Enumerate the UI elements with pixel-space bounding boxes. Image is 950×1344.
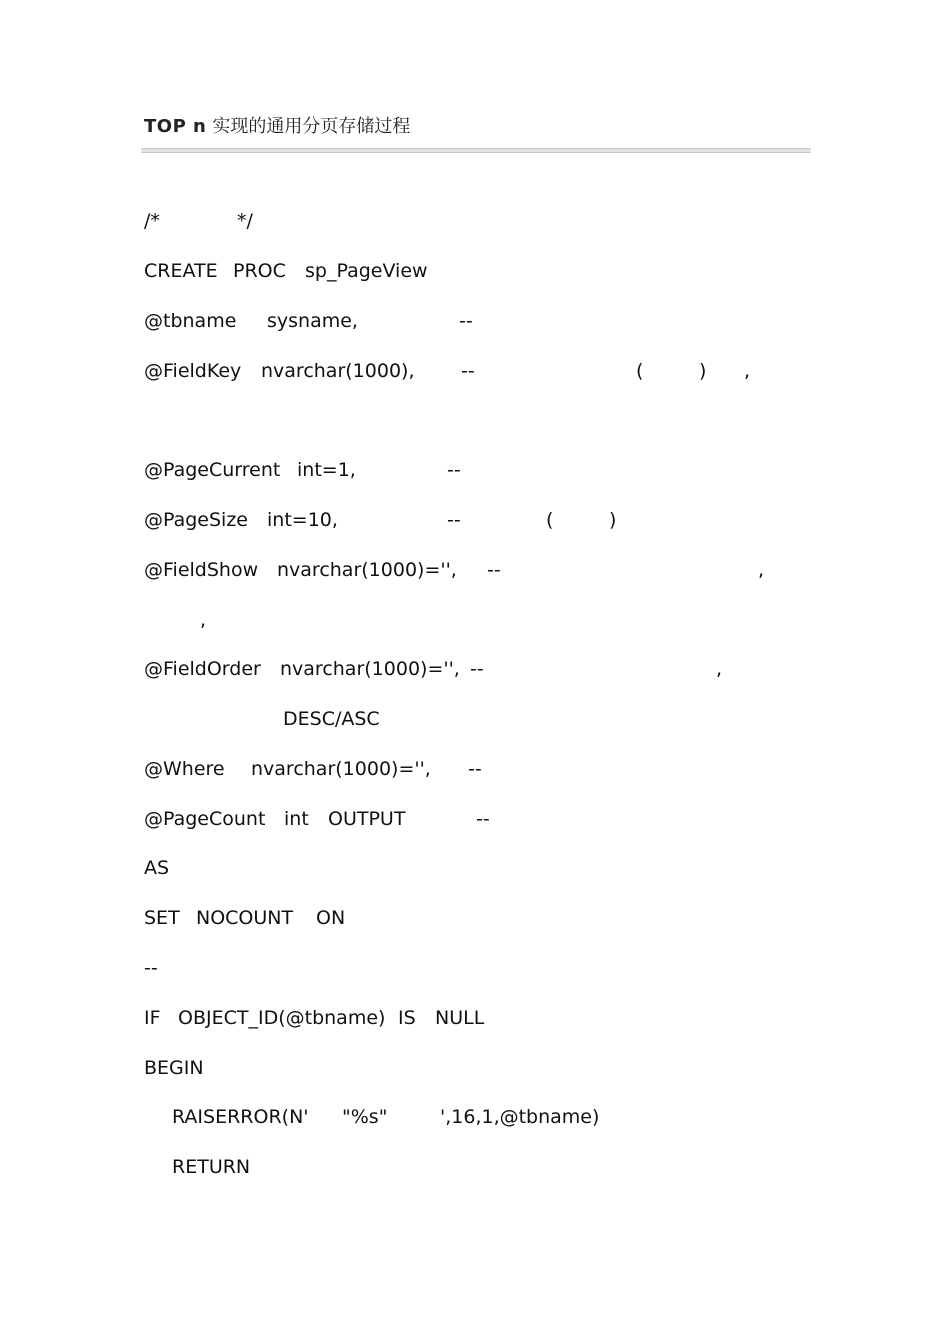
- code-token: NULL: [435, 1007, 485, 1029]
- code-token: IS: [398, 1007, 416, 1029]
- code-token: @tbname: [144, 310, 237, 332]
- code-line-desc-asc: [0, 706, 950, 732]
- code-token: RAISERROR(N': [172, 1106, 309, 1128]
- code-line-set-nocount: [0, 905, 950, 931]
- code-line-continuation: [0, 607, 950, 633]
- code-token: IF: [144, 1007, 161, 1029]
- code-token: ',16,1,@tbname): [440, 1106, 600, 1128]
- code-token: (: [636, 360, 644, 382]
- code-token: --: [476, 808, 490, 830]
- code-token: ,: [200, 609, 207, 631]
- code-line-as: [0, 855, 950, 881]
- code-token: OUTPUT: [328, 808, 406, 830]
- code-line-param-fieldorder: [0, 656, 950, 682]
- code-token: OBJECT_ID(@tbname): [178, 1007, 386, 1029]
- code-token: @FieldOrder: [144, 658, 261, 680]
- code-token: --: [447, 459, 461, 481]
- code-token: ,: [716, 658, 723, 680]
- code-token: nvarchar(1000),: [261, 360, 415, 382]
- code-line-param-tbname: [0, 308, 950, 334]
- code-token: --: [459, 310, 473, 332]
- code-token: "%s": [342, 1106, 388, 1128]
- code-token: DESC/ASC: [283, 708, 380, 730]
- code-token: @PageCount: [144, 808, 266, 830]
- code-token: @FieldShow: [144, 559, 259, 581]
- code-token: --: [468, 758, 482, 780]
- code-token: sysname,: [267, 310, 358, 332]
- code-token: int=10,: [267, 509, 338, 531]
- code-line-if-object-id: [0, 1005, 950, 1031]
- code-line-param-pagecurrent: [0, 457, 950, 483]
- code-line-raiserror: [0, 1104, 950, 1130]
- code-token: @FieldKey: [144, 360, 242, 382]
- code-token: CREATE: [144, 260, 218, 282]
- code-line-create-proc: [0, 258, 950, 284]
- code-line-param-fieldkey: [0, 358, 950, 384]
- title-divider: [141, 148, 811, 153]
- code-token: --: [461, 360, 475, 382]
- code-token: nvarchar(1000)='',: [251, 758, 431, 780]
- code-token: int=1,: [297, 459, 356, 481]
- code-token: @PageSize: [144, 509, 248, 531]
- code-token: int: [284, 808, 309, 830]
- code-token: sp_PageView: [305, 260, 428, 282]
- code-line-comment-dash: [0, 955, 950, 981]
- comment-close: */: [237, 210, 253, 232]
- code-token: ): [699, 360, 707, 382]
- code-token: nvarchar(1000)='',: [277, 559, 457, 581]
- title-chinese: 实现的通用分页存储过程: [212, 116, 411, 137]
- code-token: BEGIN: [144, 1057, 204, 1079]
- code-line-begin: [0, 1055, 950, 1081]
- code-token: --: [447, 509, 461, 531]
- code-line-return: [0, 1154, 950, 1180]
- code-token: --: [487, 559, 501, 581]
- code-line-param-fieldshow: [0, 557, 950, 583]
- code-token: --: [144, 957, 158, 979]
- code-token: ,: [758, 559, 765, 581]
- code-token: ON: [316, 907, 346, 929]
- code-token: @Where: [144, 758, 225, 780]
- code-token: --: [470, 658, 484, 680]
- title-english: TOP n: [144, 116, 207, 137]
- code-line-param-pagesize: [0, 507, 950, 533]
- code-token: ): [609, 509, 617, 531]
- code-token: PROC: [233, 260, 286, 282]
- code-line-param-pagecount: [0, 806, 950, 832]
- comment-open: /*: [144, 210, 160, 232]
- page-title: [144, 112, 410, 138]
- code-token: (: [546, 509, 554, 531]
- code-line-comment: [0, 208, 950, 234]
- code-token: @PageCurrent: [144, 459, 281, 481]
- code-token: nvarchar(1000)='',: [280, 658, 460, 680]
- code-token: RETURN: [172, 1156, 251, 1178]
- code-line-param-where: [0, 756, 950, 782]
- code-token: AS: [144, 857, 170, 879]
- code-token: ,: [744, 360, 751, 382]
- code-token: NOCOUNT: [196, 907, 294, 929]
- code-token: SET: [144, 907, 180, 929]
